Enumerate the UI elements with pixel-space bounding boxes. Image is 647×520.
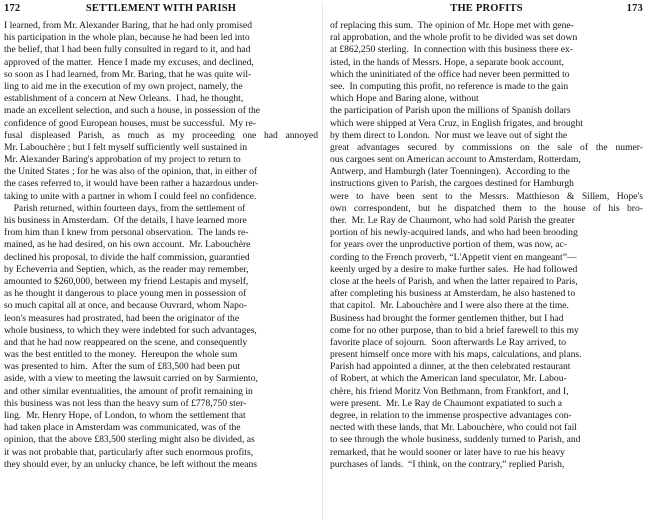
text-line: ther. Mr. Le Ray de Chaumont, who had sold Parish the greater [330,215,575,226]
running-head: SETTLEMENT WITH PARISH [85,3,237,14]
text-line: cording to the French proverb, “L'Appetit vient en mangeant”— [330,251,577,263]
text-line: aside, with a view to meeting the lawsuit carried on by Sarmiento, [4,373,258,385]
left-page-body [4,20,318,471]
text-line: which were shipped at Vera Cruz, in English frigates, and brought [330,117,583,129]
text-line: of Robert, at which the American land speculator, Mr. Labou- [330,373,567,385]
text-line: as he thought it dangerous to place young men in possession of [4,288,247,300]
text-line: Mr. Labouchère ; but I felt myself sufficiently well sustained in [4,141,248,153]
right-page [330,0,643,520]
text-line: so soon as I had learned, from Mr. Baring, that he was quite wil- [4,68,252,80]
text-line: was presented to him. After the sum of £83,500 had been put [4,361,241,373]
text-line: confidence of good European houses, must be successful. My re- [4,117,257,129]
text-line: degree, in relation to the immense prospective advantages con- [330,410,572,421]
text-line: the United States ; for he was also of the opinion, that, in either of [4,166,258,178]
text-line: great advantages secured by commissions on the sale of the numer- [330,141,643,153]
text-line: so much capital all at once, and because Ouvrard, whom Napo- [4,300,247,312]
text-line: mained, as he had desired, on his own account. Mr. Labouchère [4,239,251,251]
text-line: ous cargoes sent on American account to Amsterdam, Rotterdam, [330,154,581,166]
text-line: by them direct to London. Nor must we leave out of sight the [330,129,568,141]
text-line: his participation in the whole plan, because he had been led into [4,32,250,44]
text-line: had taken place in Amsterdam was communicated, was of the [4,422,241,434]
text-line: remarked, that he would sooner or later have to rue his heavy [330,446,565,458]
text-line: nected with these lands, that Mr. Labouchère, who could not fail [330,422,577,434]
text-line: the belief, that I had been fully consulted in regard to it, and had [4,44,251,56]
text-line: leon's measures had prostrated, had been the originator of the [4,312,240,324]
text-line: keenly urged by a desire to make further sales. He had followed [330,263,578,275]
left-page-header [4,2,318,16]
text-line: made an excellent selection, and such a house, in possession of the [4,105,261,117]
right-page-header [330,2,643,16]
text-line: see. In computing this profit, no reference is made to the gain [330,80,569,92]
text-line: the cases referred to, it would have been rather a hazardous under- [4,178,259,190]
text-line: that capitol. Mr. Labouchère and I were also there at the time. [330,300,569,312]
text-line: instructions given to Parish, the cargoes destined for Hamburgh [330,178,574,190]
text-line: Parish returned, within fourteen days, from the settlement of [4,202,246,214]
text-line: come for no other purpose, than to bid a brief farewell to this my [330,324,579,336]
text-line: I learned, from Mr. Alexander Baring, that he had only promised [4,20,253,31]
text-line: the participation of Parish upon the millions of Spanish dollars [330,105,571,117]
page-number: 173 [626,3,643,14]
text-line: Mr. Alexander Baring's approbation of my project to return to [4,154,241,166]
text-line: after completing his business at Amsterdam, he also hastened to [330,288,576,300]
running-head: THE PROFITS [450,3,523,14]
text-line: from him than I knew from personal observation. The lands re- [4,227,249,239]
text-line: establishment of a concern at New Orleans. I had, he thought, [4,93,244,105]
text-line: by Echeverria and Septien, which, as the reader may remember, [4,263,249,275]
text-line: taking to unite with a partner in whom I could feel no confidence. [4,190,257,202]
text-line: to see through the whole business, suddenly turned to Parish, and [330,434,581,446]
text-line: whole business, to which they were indebted for such advantages, [4,324,257,336]
page-number: 172 [4,3,21,14]
text-line: amounted to $260,000, between my friend Lestapis and myself, [4,275,249,287]
text-line: purchases of lands. “I think, on the contrary,” replied Parish, [330,458,565,470]
text-line: Parish had appointed a dinner, at the then celebrated restaurant [330,361,571,373]
text-line: declined his proposal, to divide the half commission, guarantied [4,251,250,263]
text-line: which Hope and Baring alone, without [330,93,479,105]
text-line: for years over the unproductive portion of them, was now, ac- [330,239,568,251]
text-line: Business had brought the former gentlemen thither, but I had [330,312,564,324]
text-line: ling. Mr. Henry Hope, of London, to whom the settlement that [4,410,246,421]
text-line: at £862,250 sterling. In connection with this business there ex- [330,44,573,56]
text-line: ral approbation, and the whole profit to be divided was set down [330,32,578,44]
text-line: were to have been sent to the Messrs. Matthieson & Sillem, Hope's [330,190,643,202]
text-line: and other similar eventualities, the amount of profit remaining in [4,385,253,397]
text-line: were present. Mr. Le Ray de Chaumont expatiated to such a [330,397,563,409]
text-line: approved of the matter. Hence I made my excuses, and declined, [4,56,254,68]
text-line: fusal displeased Parish, as much as my proceeding one had annoyed [4,129,318,141]
text-line: Antwerp, and Hamburgh (later Toenningen). According to the [330,166,570,178]
text-line: which the uninitiated of the office had never been permitted to [330,68,570,80]
text-line: they should ever, by an unlucky chance, be left without the means [4,458,257,470]
text-line: it was not probable that, particularly after such enormous profits, [4,446,254,458]
text-line: chère, his friend Moritz Von Bethmann, from Frankfort, and I, [330,385,569,397]
text-line: own correspondent, but he dispatched them to the house of his bro- [330,202,643,214]
text-line: isted, in the hands of Messrs. Hope, a separate book account, [330,56,564,68]
text-line: portion of his newly-acquired lands, and who had been brooding [330,227,578,239]
text-line: of replacing this sum. The opinion of Mr. Hope met with gene- [330,20,574,31]
text-line: close at the heels of Parish, and when the latter repaired to Paris, [330,275,578,287]
text-line: his business in Amsterdam. Of the details, I have learned more [4,215,247,226]
right-page-body [330,20,643,471]
text-line: favorite place of sojourn. Soon afterwards Le Ray arrived, to [330,336,567,348]
text-line: opinion, that the above £83,500 sterling might also be divided, as [4,434,255,446]
text-line: ling to aid me in the execution of my own project, namely, the [4,80,243,92]
book-gutter [322,2,323,520]
left-page [4,0,318,520]
text-line: present himself once more with his maps, calculations, and plans. [330,349,582,361]
text-line: this business was not less than the heavy sum of £778,750 ster- [4,397,247,409]
text-line: was the best entitled to the money. Hereupon the whole sum [4,349,238,361]
text-line: and that he had now reappeared on the scene, and consequently [4,336,248,348]
